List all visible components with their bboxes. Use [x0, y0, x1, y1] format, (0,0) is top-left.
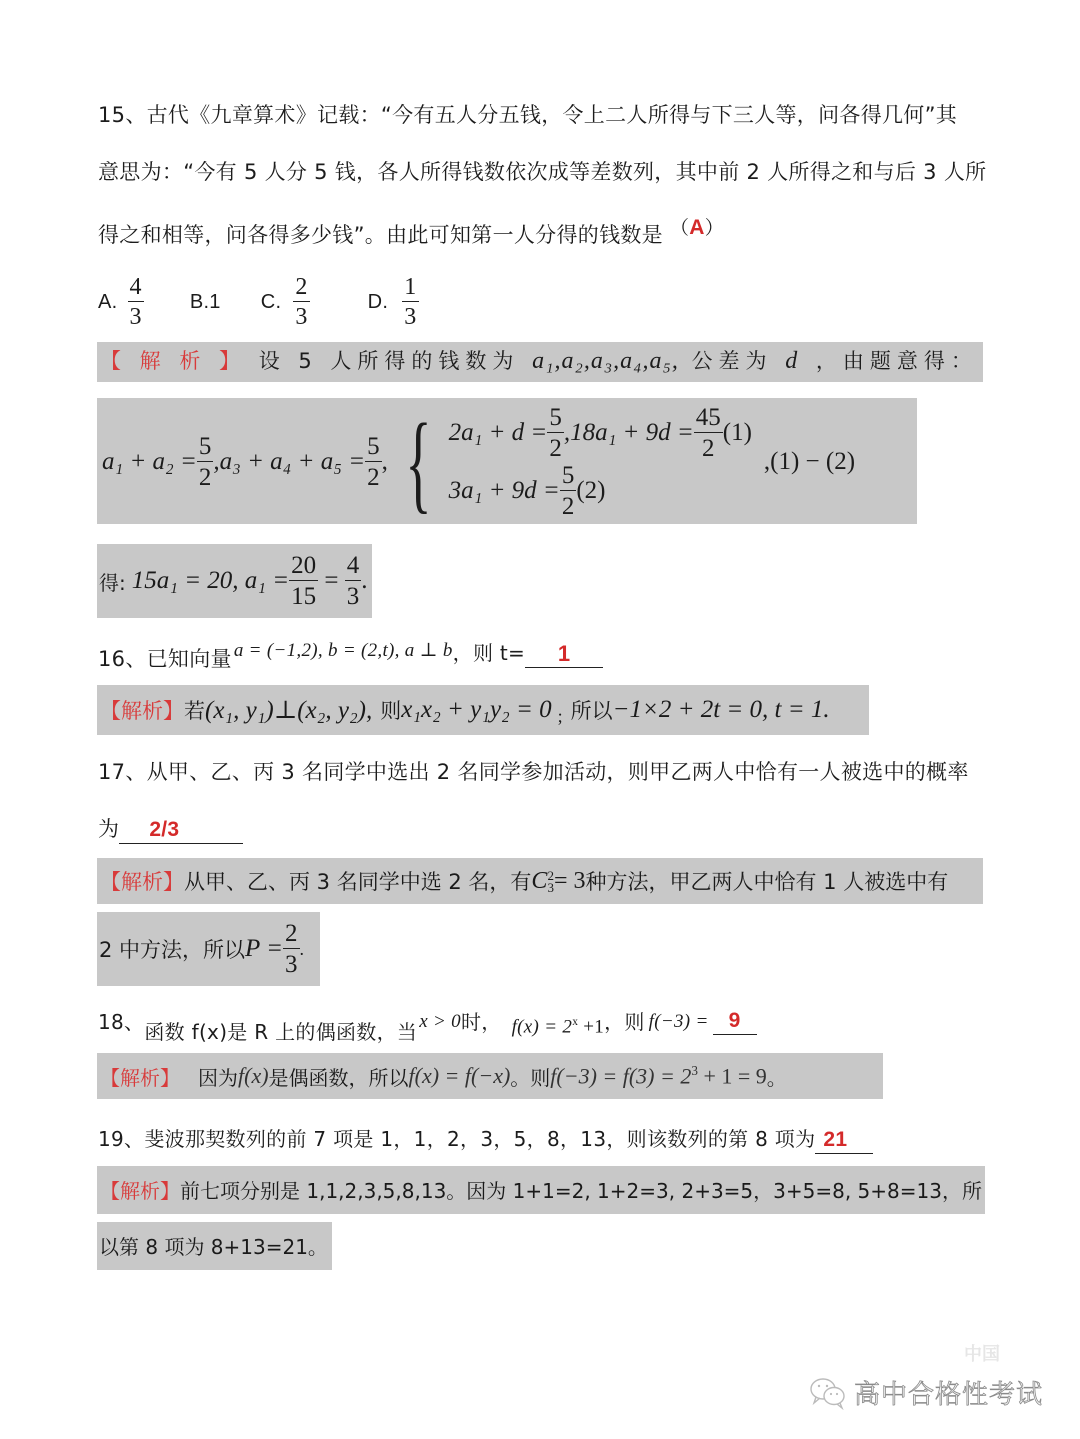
q18-question: 18、 函数 f(x)是 R 上的偶函数，当 x > 0 时， $f(x) = 2^x +1$ ，则 f(−3) = 9	[98, 1007, 757, 1042]
q15-answer: A	[689, 216, 705, 239]
q15-analysis-line: 【 解 析 】 设 5 人所得的钱数为 a₁,a₂,a₃,a₄,a₅, 公差为 d ，由题意得：	[100, 348, 978, 374]
equation-system: 2a₁ + d = $\frac{5}{2}$ ,18a₁ + 9d = $\frac{45}{2}$ (1) 3a₁ + 9d = $\frac{5}{2}$ (2)	[448, 404, 752, 520]
q15-line1: 15、古代《九章算术》记载：“今有五人分五钱，令上二人所得与下三人等，问各得几何”其	[98, 103, 958, 127]
analysis-tag: 【解析】	[100, 1065, 180, 1090]
q19-analysis-line1: 【解析】前七项分别是 1,1,2,3,5,8,13。因为 1+1=2, 1+2=3, 2+3=5，3+5=8, 5+8=13，所	[100, 1179, 982, 1203]
q17-answer: 2/3	[149, 818, 180, 841]
q17-line1: 17、从甲、乙、丙 3 名同学中选出 2 名同学参加活动，则甲乙两人中恰有一人被选中的概率	[98, 760, 969, 784]
option-a-fraction: $\frac{4}{3}$	[129, 274, 142, 330]
q17-analysis-line1: 【解析】 从甲、乙、丙 3 名同学中选 2 名，有 C 2 3 = 3 种方法，甲乙两人中恰有 1 人被选中有	[100, 867, 949, 895]
option-a-label: A.	[98, 291, 118, 313]
q16-answer-blank	[525, 641, 603, 668]
q18-analysis: 【解析】 因为 f(x) 是偶函数，所以 f(x) = f(−x) 。则 $f(-3) = f(3) = 2^3 + 1 = 9$ 。	[100, 1062, 787, 1090]
analysis-tag: 【解析】	[100, 1179, 180, 1203]
system-brace: {	[405, 401, 432, 523]
q15-options	[98, 272, 419, 332]
option-d-label: D.	[367, 291, 389, 313]
q15-line2: 意思为：“今有 5 人分 5 钱，各人所得钱数依次成等差数列，其中前 2 人所得之和与后 3 人所	[98, 160, 987, 184]
account-watermark	[808, 1374, 1043, 1411]
q15-line3-text: 得之和相等，问各得多少钱”。由此可知第一人分得的钱数是	[98, 223, 663, 247]
analysis-tag: 【 解 析 】	[100, 349, 247, 373]
q17-analysis-line2: 2 中方法，所以 P = $\frac{2}{3}$ .	[99, 920, 304, 978]
q16-question: 16、已知向量 a = (−1,2), b = (2,t), a ⊥ b ，则 t= 1	[98, 644, 603, 674]
q16-answer: 1	[557, 641, 571, 666]
q18-answer-blank	[713, 1007, 757, 1035]
q15-result: 得: 15a₁ = 20, a₁ = $\frac{20}{15}$ = $\frac{4}{3}$ .	[99, 552, 368, 610]
account-name: 高中合格性考试	[854, 1380, 1044, 1410]
q19-analysis-line2: 以第 8 项为 8+13=21。	[99, 1235, 328, 1259]
q19-answer: 21	[823, 1128, 848, 1151]
option-c-label: C.	[260, 291, 282, 313]
q18-answer: 9	[728, 1009, 741, 1032]
analysis-tag: 【解析】	[100, 870, 184, 894]
option-b-label: B.1	[189, 291, 221, 313]
q19-answer-blank	[815, 1126, 873, 1154]
option-d-fraction: $\frac{1}{3}$	[404, 274, 417, 330]
analysis-tag: 【解析】	[100, 699, 184, 723]
option-c-fraction: $\frac{2}{3}$	[295, 274, 308, 330]
q19-question: 19、斐波那契数列的前 7 项是 1，1，2，3，5，8，13，则该数列的第 8 项为 21	[98, 1124, 873, 1154]
faded-logo: 中国	[964, 1344, 1000, 1365]
q15-answer-paren: （A）	[669, 216, 725, 239]
q15-equation: a₁ + a₂ = $\frac{5}{2}$ ,a₃ + a₄ + a₅ = $\frac{5}{2}$ , { 2a₁ + d = $\frac{5}{2}$ ,18a₁ + 9d = $\frac{45}{2}$ (1) 3a₁ + 9d = $\frac{5}{2}$ (2) ,(1) − (2)	[102, 401, 856, 523]
q16-analysis: 【解析】 若 (x₁, y₁)⊥(x₂, y₂), 则 x₁x₂ + y₁y₂ = 0 ; 所以 −1×2 + 2t = 0, t = 1.	[100, 696, 830, 726]
wechat-icon	[808, 1376, 848, 1410]
q15-line3	[98, 216, 725, 251]
q17-line2: 为 2/3	[98, 814, 243, 844]
q17-answer-blank	[119, 816, 243, 844]
